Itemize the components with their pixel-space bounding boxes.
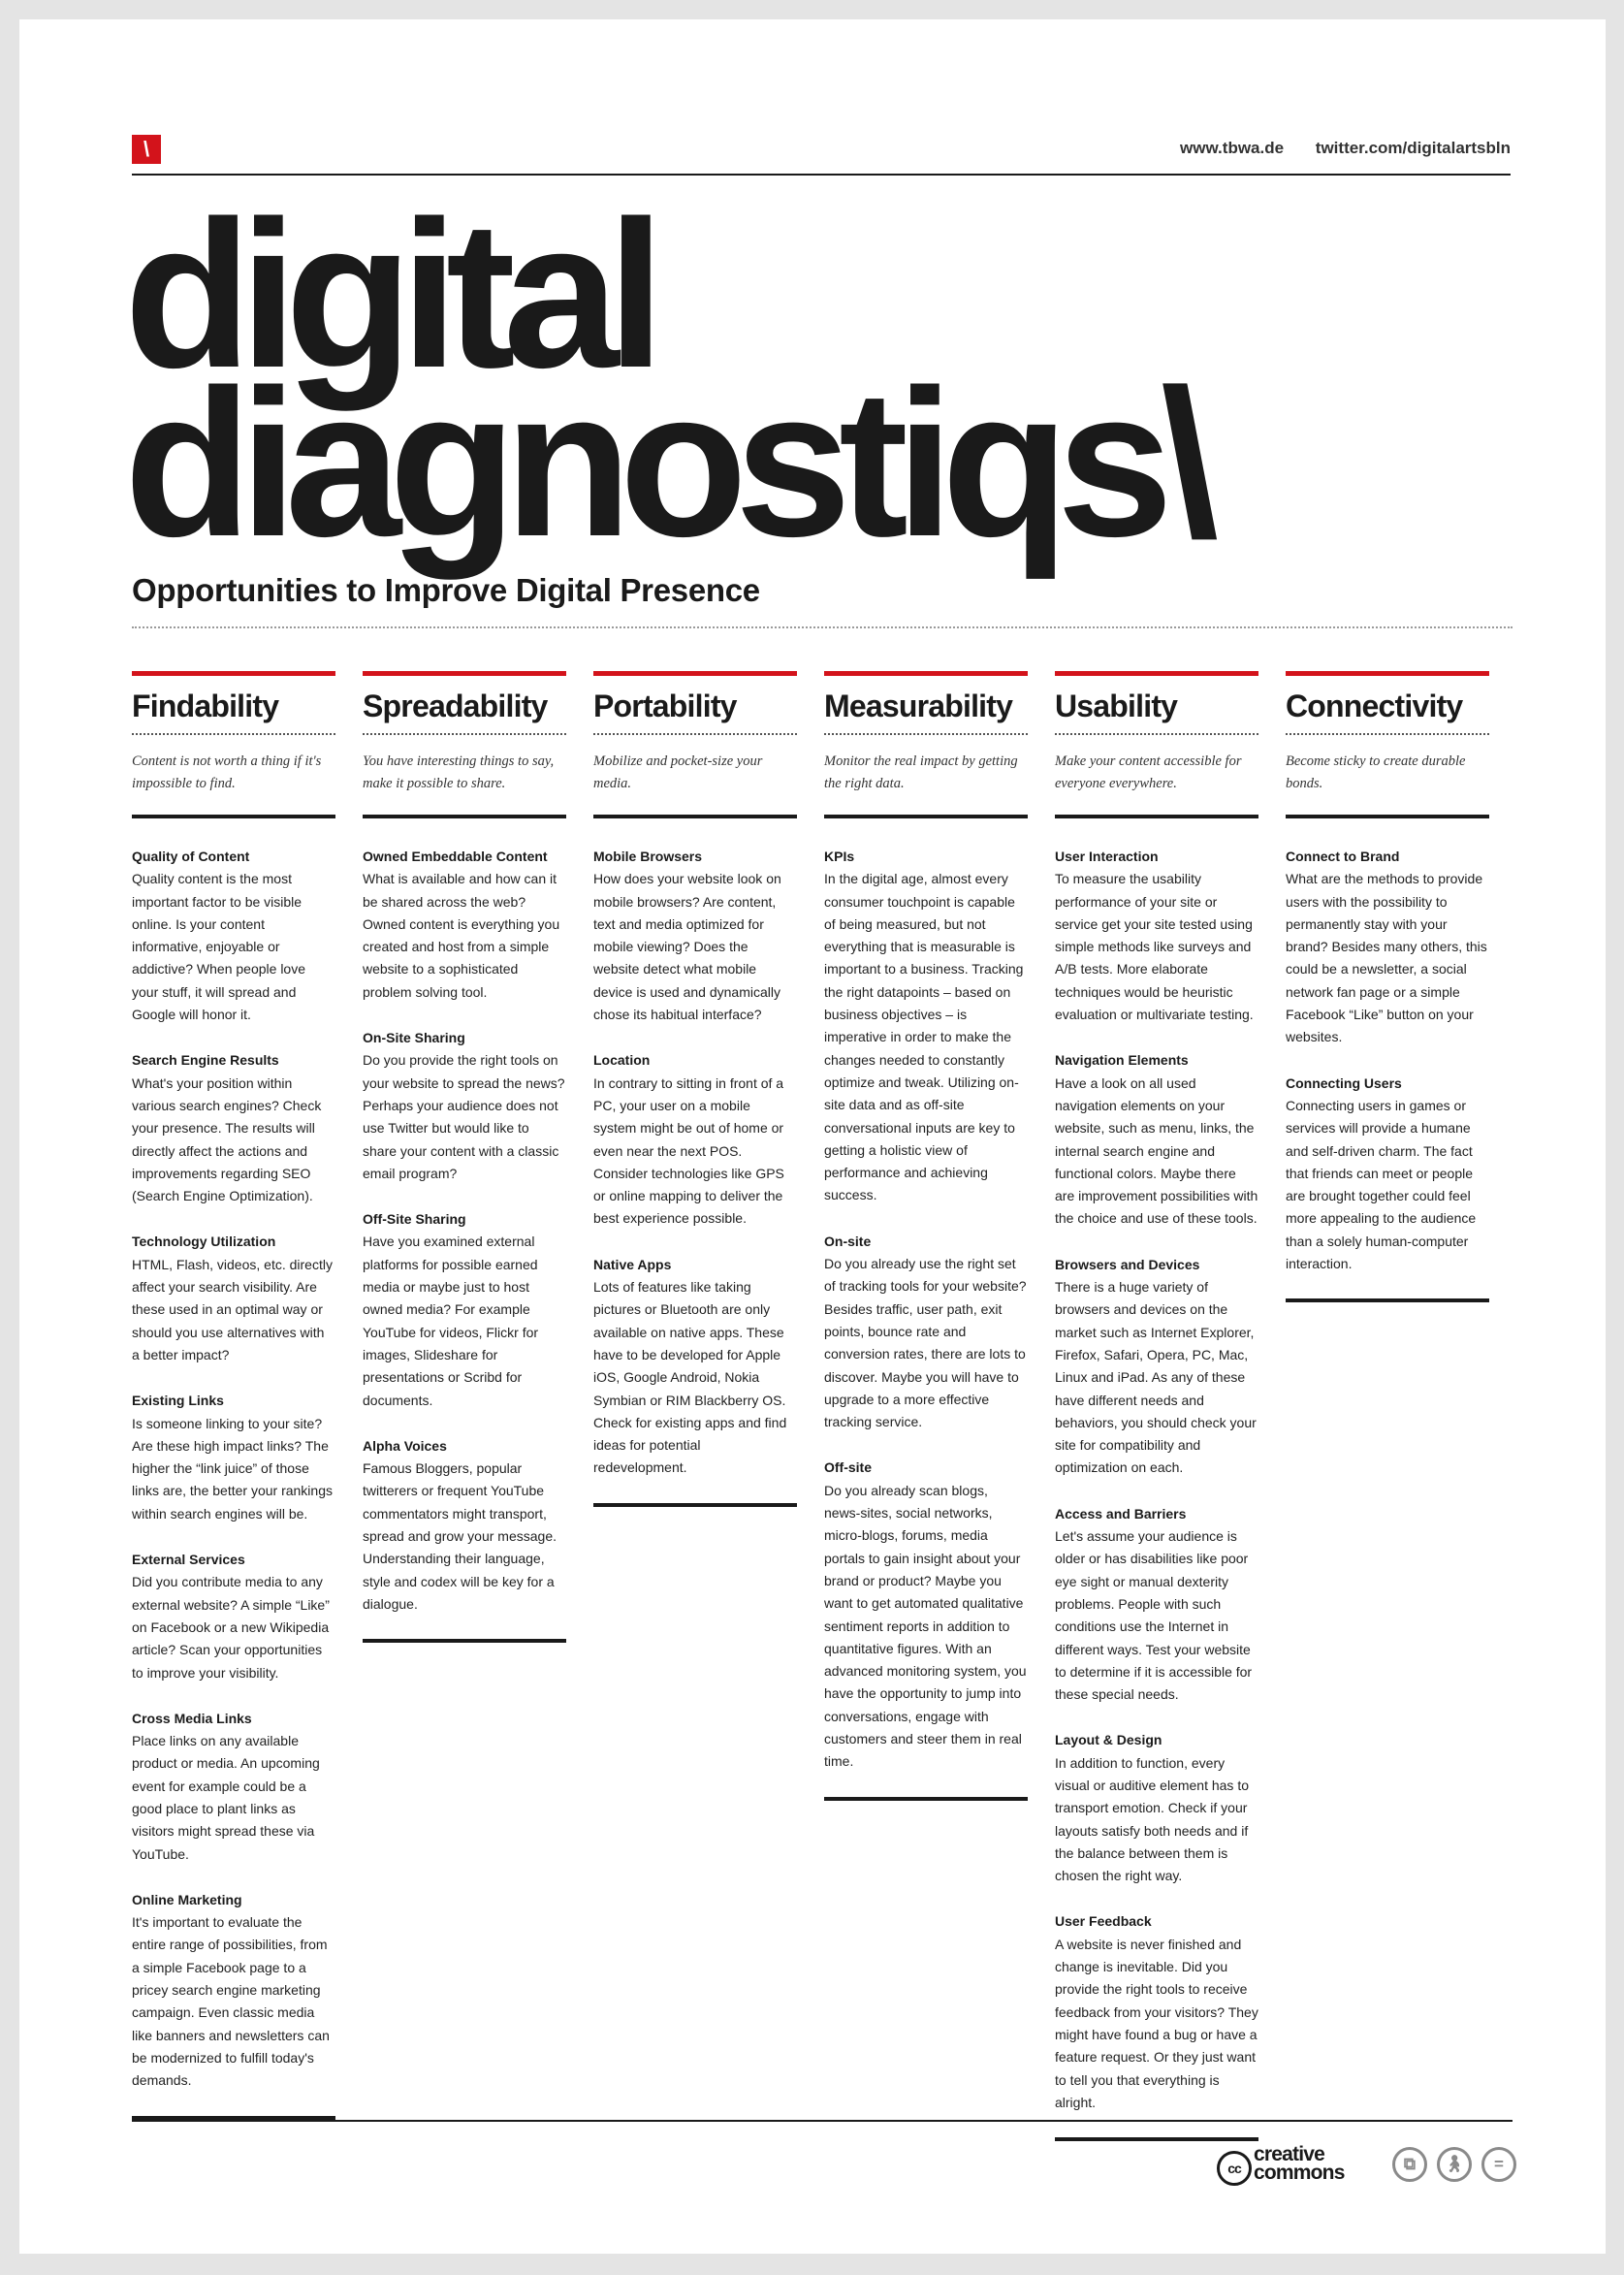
column-rule	[1286, 815, 1489, 818]
nd-icon: =	[1481, 2147, 1516, 2182]
section-heading: Native Apps	[593, 1256, 672, 1272]
section-body: Connecting users in games or services will provide a humane and self-driven charm. The fact that friends can meet or people are brought together could feel more appealing to the audience than a solely human-computer interaction.	[1286, 1097, 1477, 1272]
column-accent-bar	[132, 671, 335, 676]
column-dotted-divider	[363, 733, 566, 735]
twitter-link[interactable]: twitter.com/digitalartsbln	[1315, 139, 1511, 157]
section-body: There is a huge variety of browsers and devices on the market such as Internet Explorer, Firefox, Safari, Opera, PC, Mac, Linux and iPad. As any of these have different needs and behaviors, you should check your site for compatibility and optimization on each.	[1055, 1279, 1257, 1476]
column-rule	[593, 815, 797, 818]
cc-icon: cc	[1217, 2151, 1252, 2186]
section-body: Famous Bloggers, popular twitterers or frequent YouTube commentators might transport, spread and grow your message. Understanding their language, style and codex will be key for a dialogue.	[363, 1460, 557, 1612]
column-dotted-divider	[1055, 733, 1258, 735]
section-heading: Connecting Users	[1286, 1074, 1402, 1091]
column-tagline: Monitor the real impact by getting the right data.	[824, 753, 1018, 791]
section-block	[1055, 846, 1258, 1026]
title-line-2: diagnostiqs\	[124, 345, 1207, 580]
section-block	[593, 1254, 797, 1480]
column-end-rule	[1055, 2137, 1258, 2141]
section-heading: Alpha Voices	[363, 1437, 447, 1454]
section-block	[1286, 1073, 1489, 1276]
section-block	[1055, 1254, 1258, 1480]
section-body: Have you examined external platforms for possible earned media or maybe just to host owned media? For example YouTube for videos, Flickr for images, Slideshare for presentations or Scribd for documents.	[363, 1234, 539, 1408]
section-block	[132, 1231, 335, 1366]
section-heading: KPIs	[824, 849, 855, 864]
cc-word-line-1: creative	[1254, 2143, 1324, 2165]
section-body: Quality content is the most important factor to be visible online. Is your content informative, enjoyable or addictive? When people love your stuff, it will spread and Google will honor it.	[132, 871, 306, 1023]
column-usability	[1055, 671, 1258, 2141]
section-block	[363, 1435, 566, 1616]
column-title: Findability	[132, 689, 279, 723]
footer-divider	[132, 2120, 1513, 2122]
header-links	[1153, 139, 1511, 158]
column-dotted-divider	[1286, 733, 1489, 735]
section-body: To measure the usability performance of your site or service get your site tested using simple methods like surveys and A/B tests. More elaborate techniques would be heuristic evaluation or multivariate testing.	[1055, 871, 1254, 1023]
section-body: A website is never finished and change is inevitable. Did you provide the right tools to receive feedback from your visitors? They might have found a bug or have a feature request. Or they just want to tell you that everything is alright.	[1055, 1936, 1258, 2110]
section-block	[1055, 1910, 1258, 2114]
column-dotted-divider	[824, 733, 1028, 735]
column-title: Usability	[1055, 689, 1178, 723]
column-rule	[824, 815, 1028, 818]
section-body: What's your position within various search engines? Check your presence. The results will directly affect the actions and improvements regarding SEO (Search Engine Optimization).	[132, 1074, 322, 1204]
section-heading: Search Engine Results	[132, 1052, 279, 1069]
section-body: Do you already use the right set of tracking tools for your website? Besides traffic, user path, exit points, bounce rate and conversion rates, there are lots to discover. Maybe you will have to upgrade to a more effective tracking service.	[824, 1256, 1027, 1430]
section-block	[363, 1027, 566, 1185]
column-accent-bar	[824, 671, 1028, 676]
column-sections	[132, 846, 335, 2093]
column-accent-bar	[1286, 671, 1489, 676]
column-end-rule	[1286, 1298, 1489, 1302]
section-block	[363, 846, 566, 1004]
cc-word-line-2: commons	[1254, 2162, 1345, 2184]
section-heading: Mobile Browsers	[593, 849, 703, 864]
title-line-1: digital	[124, 176, 653, 411]
column-sections	[363, 846, 566, 1616]
section-heading: Existing Links	[132, 1393, 224, 1409]
column-end-rule	[132, 2116, 335, 2120]
section-block	[132, 1049, 335, 1207]
column-dotted-divider	[132, 733, 335, 735]
section-heading: Off-site	[824, 1459, 872, 1476]
section-heading: Browsers and Devices	[1055, 1256, 1200, 1272]
section-body: In the digital age, almost every consumer touchpoint is capable of being measured, but not everything that is measurable is important to a business. Tracking the right datapoints – based on business objectives – is imperative in order to make the changes needed to constantly optimize and tweak. Utilizing on-site data and as off-site conversational inputs are key to getting a holistic view of performance and achieving success.	[824, 871, 1024, 1203]
column-end-rule	[593, 1503, 797, 1507]
section-block	[593, 1049, 797, 1230]
section-body: What is available and how can it be shared across the web? Owned content is everything you created and host from a simple website to a sophisticated problem solving tool.	[363, 871, 560, 1000]
tbwa-logo-icon: \	[132, 135, 161, 164]
section-heading: On-Site Sharing	[363, 1030, 465, 1046]
nc-icon: ⧉	[1392, 2147, 1427, 2182]
section-body: HTML, Flash, videos, etc. directly affect your search visibility. Are these used in an optimal way or should you use alternatives with a better impact?	[132, 1256, 333, 1362]
column-accent-bar	[363, 671, 566, 676]
column-tagline: You have interesting things to say, make it possible to share.	[363, 753, 555, 791]
section-body: Lots of features like taking pictures or Bluetooth are only available on native apps. These have to be developed for Apple iOS, Google Android, Nokia Symbian or RIM Blackberry OS. Check for existing apps and find ideas for potential redevelopment.	[593, 1279, 787, 1476]
section-heading: User Interaction	[1055, 849, 1159, 864]
section-heading: Off-Site Sharing	[363, 1211, 466, 1228]
section-heading: Location	[593, 1052, 651, 1069]
column-spreadability	[363, 671, 566, 1643]
section-body: Do you provide the right tools on your website to spread the news? Perhaps your audience does not use Twitter but would like to share your content with a classic email program?	[363, 1052, 565, 1181]
column-tagline: Content is not worth a thing if it's impossible to find.	[132, 753, 322, 791]
section-block	[824, 1231, 1028, 1434]
cc-wordmark	[1254, 2145, 1345, 2182]
section-body: Have a look on all used navigation elements on your website, such as menu, links, the internal search engine and functional colors. Maybe there are improvement possibilities with the choice and use of these tools.	[1055, 1074, 1258, 1227]
column-title: Measurability	[824, 689, 1013, 723]
column-title: Spreadability	[363, 689, 548, 723]
section-block	[132, 1390, 335, 1525]
section-body: Did you contribute media to any external website? A simple “Like” on Facebook or a new Wikipedia article? Scan your opportunities to improve your visibility.	[132, 1574, 330, 1681]
column-accent-bar	[593, 671, 797, 676]
section-heading: Owned Embeddable Content	[363, 849, 548, 864]
website-link[interactable]: www.tbwa.de	[1180, 139, 1285, 157]
section-block	[132, 1549, 335, 1684]
section-block	[1055, 1049, 1258, 1230]
poster-content	[124, 19, 1511, 2254]
section-block	[824, 1457, 1028, 1773]
dotted-divider	[132, 626, 1513, 628]
column-measurability	[824, 671, 1028, 1801]
section-heading: Cross Media Links	[132, 1710, 252, 1726]
section-heading: On-site	[824, 1233, 872, 1249]
section-block	[1055, 1729, 1258, 1887]
by-icon: 🚶︎	[1437, 2147, 1472, 2182]
page-title	[124, 176, 1207, 580]
section-body: In addition to function, every visual or auditive element has to transport emotion. Check if your layouts satisfy both needs and if the balance between them is chosen the right way.	[1055, 1754, 1249, 1884]
column-accent-bar	[1055, 671, 1258, 676]
section-body: How does your website look on mobile browsers? Are content, text and media optimized for mobile viewing? Does the website detect what mobile device is used and dynamically chose its habitual interface?	[593, 871, 781, 1023]
column-sections	[1055, 846, 1258, 2114]
section-body: What are the methods to provide users with the possibility to permanently stay with your brand? Besides many others, this could be a newsletter, a social network fan page or a simple Facebook “Like” button on your websites.	[1286, 871, 1487, 1045]
column-dotted-divider	[593, 733, 797, 735]
poster-page	[19, 19, 1606, 2254]
section-body: Let's assume your audience is older or has disabilities like poor eye sight or manual dexterity problems. People with such conditions use the Internet in different ways. Test your website to determine if it is accessible for these special needs.	[1055, 1528, 1253, 1703]
section-heading: Online Marketing	[132, 1891, 242, 1907]
column-tagline: Become sticky to create durable bonds.	[1286, 753, 1466, 791]
section-heading: External Services	[132, 1552, 245, 1568]
column-connectivity	[1286, 671, 1489, 1302]
section-body: In contrary to sitting in front of a PC, your user on a mobile system might be out of home or even near the next POS. Consider technologies like GPS or online mapping to deliver the best experience possible.	[593, 1074, 784, 1227]
top-bar	[132, 135, 1511, 176]
column-rule	[363, 815, 566, 818]
section-block	[1055, 1503, 1258, 1707]
section-heading: Access and Barriers	[1055, 1505, 1187, 1522]
column-title: Connectivity	[1286, 689, 1463, 723]
creative-commons-logo	[1217, 2145, 1372, 2188]
column-tagline: Make your content accessible for everyone everywhere.	[1055, 753, 1242, 791]
section-heading: Layout & Design	[1055, 1732, 1162, 1748]
section-heading: Navigation Elements	[1055, 1052, 1189, 1069]
column-tagline: Mobilize and pocket-size your media.	[593, 753, 763, 791]
section-body: Is someone linking to your site? Are these high impact links? The higher the “link juice” of those links are, the better your rankings within search engines will be.	[132, 1415, 333, 1522]
section-block	[132, 846, 335, 1026]
column-title: Portability	[593, 689, 737, 723]
section-block	[132, 1708, 335, 1866]
section-heading: User Feedback	[1055, 1913, 1152, 1930]
column-sections	[593, 846, 797, 1480]
page-subtitle: Opportunities to Improve Digital Presence	[132, 572, 760, 608]
section-heading: Quality of Content	[132, 849, 250, 864]
section-block	[593, 846, 797, 1026]
section-block	[824, 846, 1028, 1207]
section-block	[132, 1889, 335, 2093]
column-rule	[132, 815, 335, 818]
section-heading: Connect to Brand	[1286, 849, 1400, 864]
column-rule	[1055, 815, 1258, 818]
column-end-rule	[824, 1797, 1028, 1801]
section-body: Place links on any available product or media. An upcoming event for example could be a good place to plant links as visitors might spread these via YouTube.	[132, 1733, 320, 1862]
column-portability	[593, 671, 797, 1507]
section-block	[1286, 846, 1489, 1049]
section-heading: Technology Utilization	[132, 1234, 276, 1250]
column-sections	[1286, 846, 1489, 1275]
column-findability	[132, 671, 335, 2120]
column-end-rule	[363, 1639, 566, 1643]
column-sections	[824, 846, 1028, 1774]
section-block	[363, 1208, 566, 1412]
section-body: Do you already scan blogs, news-sites, social networks, micro-blogs, forums, media portals to gain insight about your brand or product? Maybe you want to get automated qualitative sentiment reports in addition to quantitative figures. With an advanced monitoring system, you have the opportunity to jump into conversations, engage with customers and steer them in real time.	[824, 1482, 1027, 1770]
section-body: It's important to evaluate the entire range of possibilities, from a simple Facebook page to a pricey search engine marketing campaign. Even classic media like banners and newsletters can be modernized to fulfill today's demands.	[132, 1914, 330, 2089]
